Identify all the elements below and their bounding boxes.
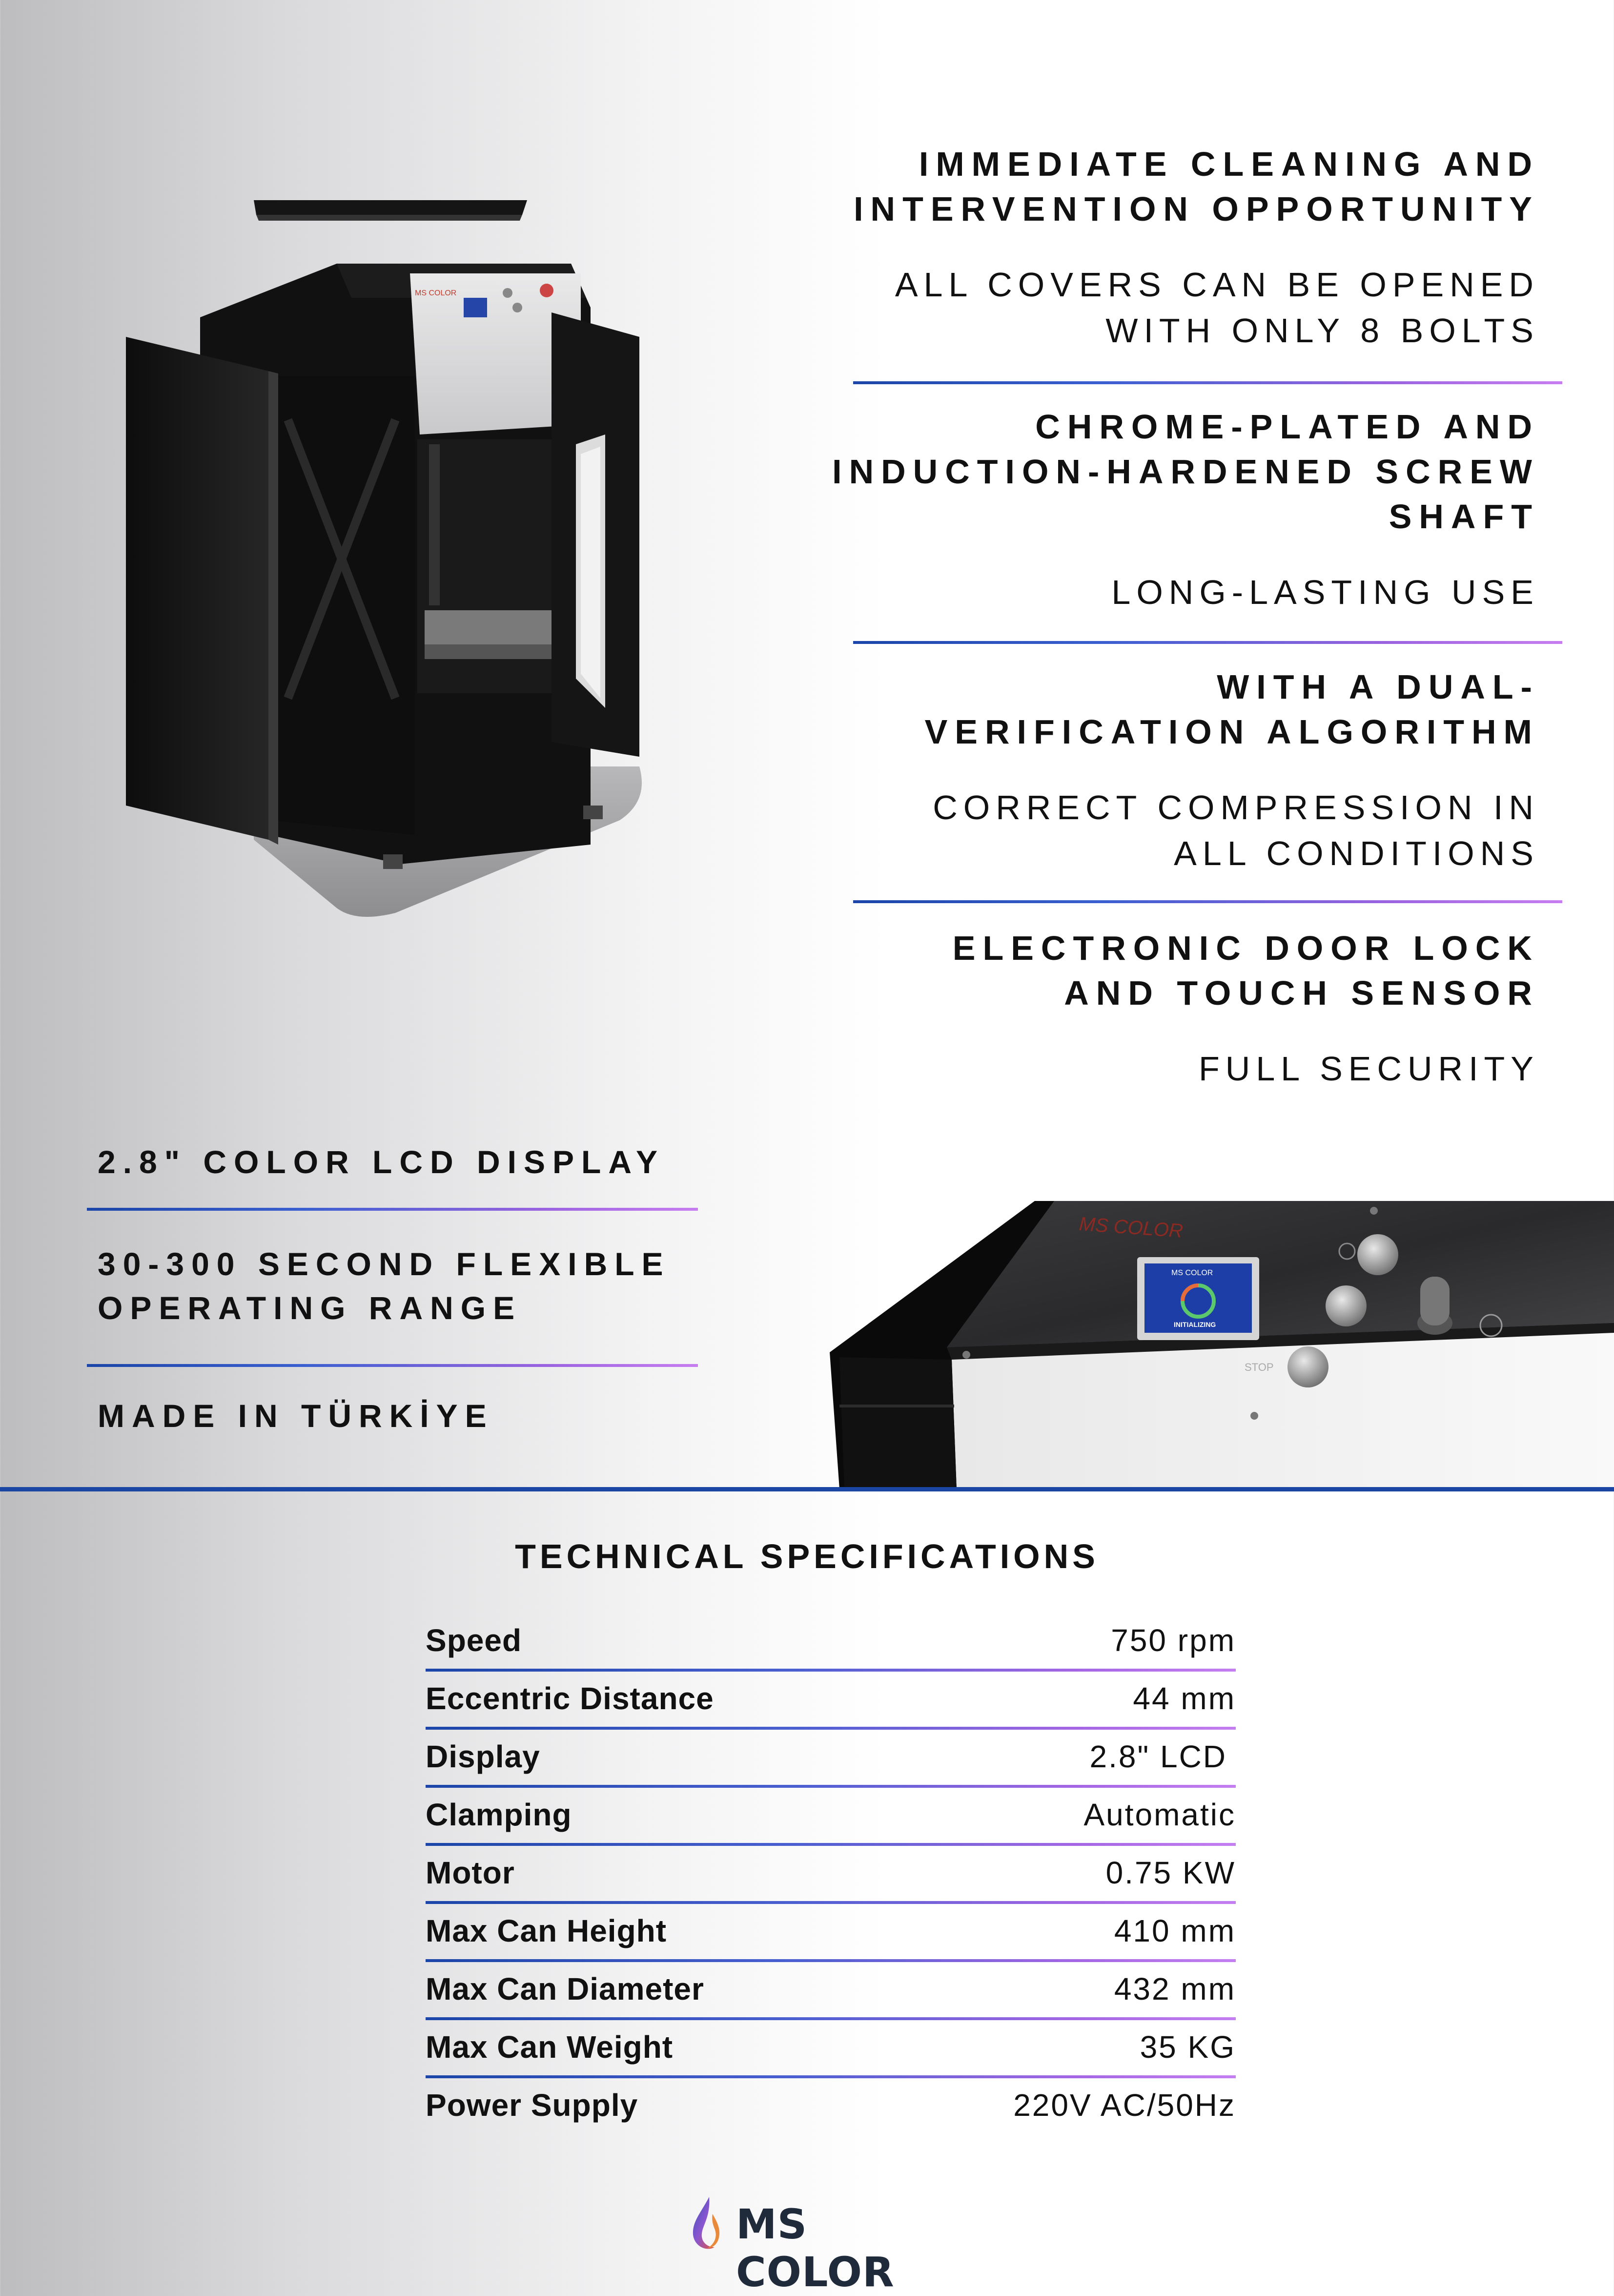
control-panel-closeup: [830, 1191, 1614, 1489]
spec-value: 2.8" LCD: [1089, 1739, 1227, 1774]
spec-value: 35 KG: [1140, 2029, 1236, 2065]
left-feature-lcd: [98, 1140, 732, 1184]
ms-color-logo: [682, 2194, 936, 2296]
screen-status-label: INITIALIZING: [1174, 1321, 1216, 1328]
feature-title-line: IMMEDIATE CLEANING AND: [919, 145, 1539, 183]
feature-divider: [853, 900, 1562, 903]
spec-key: Power Supply: [426, 2088, 638, 2123]
spec-row-motor: [426, 1846, 1236, 1904]
panel-brand-label: MS COLOR: [1078, 1213, 1184, 1242]
shaker-machine-illustration: [122, 190, 659, 932]
feature-title-line: INTERVENTION OPPORTUNITY: [854, 190, 1539, 228]
feature-subtitle-line: CORRECT COMPRESSION IN: [933, 788, 1539, 827]
spec-key: Max Can Diameter: [426, 1971, 704, 2006]
feature-door-lock: [758, 926, 1539, 1092]
feature-cleaning: [758, 142, 1539, 353]
screen-brand-label: MS COLOR: [1171, 1269, 1213, 1277]
feature-subtitle-line: FULL SECURITY: [1199, 1050, 1539, 1088]
spec-row-max-can-height: [426, 1904, 1236, 1962]
logo-wordmark: MS COLOR: [736, 2200, 895, 2296]
left-feature-origin: [98, 1394, 732, 1438]
feature-divider: [853, 381, 1562, 384]
spec-value: 432 mm: [1114, 1971, 1236, 2006]
machine-brand-label: MS COLOR: [415, 289, 457, 297]
stop-button[interactable]: [1287, 1346, 1328, 1387]
feature-dual-verification: [758, 664, 1539, 876]
spec-row-display: [426, 1730, 1236, 1788]
flame-drop-icon: [682, 2194, 731, 2253]
spec-key: Max Can Height: [426, 1913, 667, 1948]
spec-key: Display: [426, 1739, 540, 1774]
spec-value: Automatic: [1083, 1797, 1236, 1832]
feature-title-line: SHAFT: [1389, 497, 1539, 536]
left-feature-line: 30-300 SECOND FLEXIBLE: [98, 1246, 671, 1282]
feature-title-line: WITH A DUAL-: [1217, 668, 1539, 706]
left-feature-range: [98, 1242, 732, 1330]
feature-screw-shaft: [758, 404, 1539, 615]
spec-row-speed: [426, 1613, 1236, 1672]
left-feature-divider: [87, 1208, 698, 1211]
feature-title-line: ELECTRONIC DOOR LOCK: [952, 929, 1539, 967]
spec-key: Max Can Weight: [426, 2029, 674, 2065]
feature-title-line: CHROME-PLATED AND: [1035, 408, 1539, 446]
spec-row-power-supply: [426, 2078, 1236, 2136]
spec-value: 410 mm: [1114, 1913, 1236, 1948]
feature-title-line: AND TOUCH SENSOR: [1064, 974, 1539, 1012]
specs-title: TECHNICAL SPECIFICATIONS: [515, 1537, 1099, 1575]
feature-subtitle-line: LONG-LASTING USE: [1111, 573, 1539, 611]
spec-row-max-can-weight: [426, 2020, 1236, 2078]
spec-value: 44 mm: [1133, 1681, 1236, 1716]
spec-key: Eccentric Distance: [426, 1681, 714, 1716]
feature-subtitle-line: WITH ONLY 8 BOLTS: [1105, 311, 1539, 350]
middle-button[interactable]: [1326, 1285, 1367, 1326]
spec-value: 750 rpm: [1111, 1623, 1236, 1658]
spec-row-eccentric-distance: [426, 1672, 1236, 1730]
start-button[interactable]: [1357, 1234, 1398, 1275]
left-feature-divider: [87, 1364, 698, 1367]
spec-value: 220V AC/50Hz: [1013, 2088, 1236, 2123]
spec-row-clamping: [426, 1788, 1236, 1846]
left-feature-line: MADE IN TÜRKİYE: [98, 1398, 494, 1434]
feature-divider: [853, 641, 1562, 644]
feature-title-line: INDUCTION-HARDENED SCREW: [832, 453, 1539, 491]
spec-key: Speed: [426, 1623, 522, 1658]
specs-table: [426, 1613, 1236, 2136]
feature-subtitle-line: ALL CONDITIONS: [1174, 834, 1539, 872]
left-feature-line: 2.8" COLOR LCD DISPLAY: [98, 1144, 665, 1180]
feature-title-line: VERIFICATION ALGORITHM: [924, 713, 1539, 751]
spec-key: Motor: [426, 1855, 515, 1890]
feature-subtitle-line: ALL COVERS CAN BE OPENED: [895, 266, 1539, 304]
section-divider: [0, 1487, 1614, 1491]
left-feature-line: OPERATING RANGE: [98, 1290, 522, 1326]
stop-label: STOP: [1245, 1361, 1274, 1373]
spec-value: 0.75 KW: [1105, 1855, 1236, 1890]
spec-key: Clamping: [426, 1797, 572, 1832]
spec-row-max-can-diameter: [426, 1962, 1236, 2020]
